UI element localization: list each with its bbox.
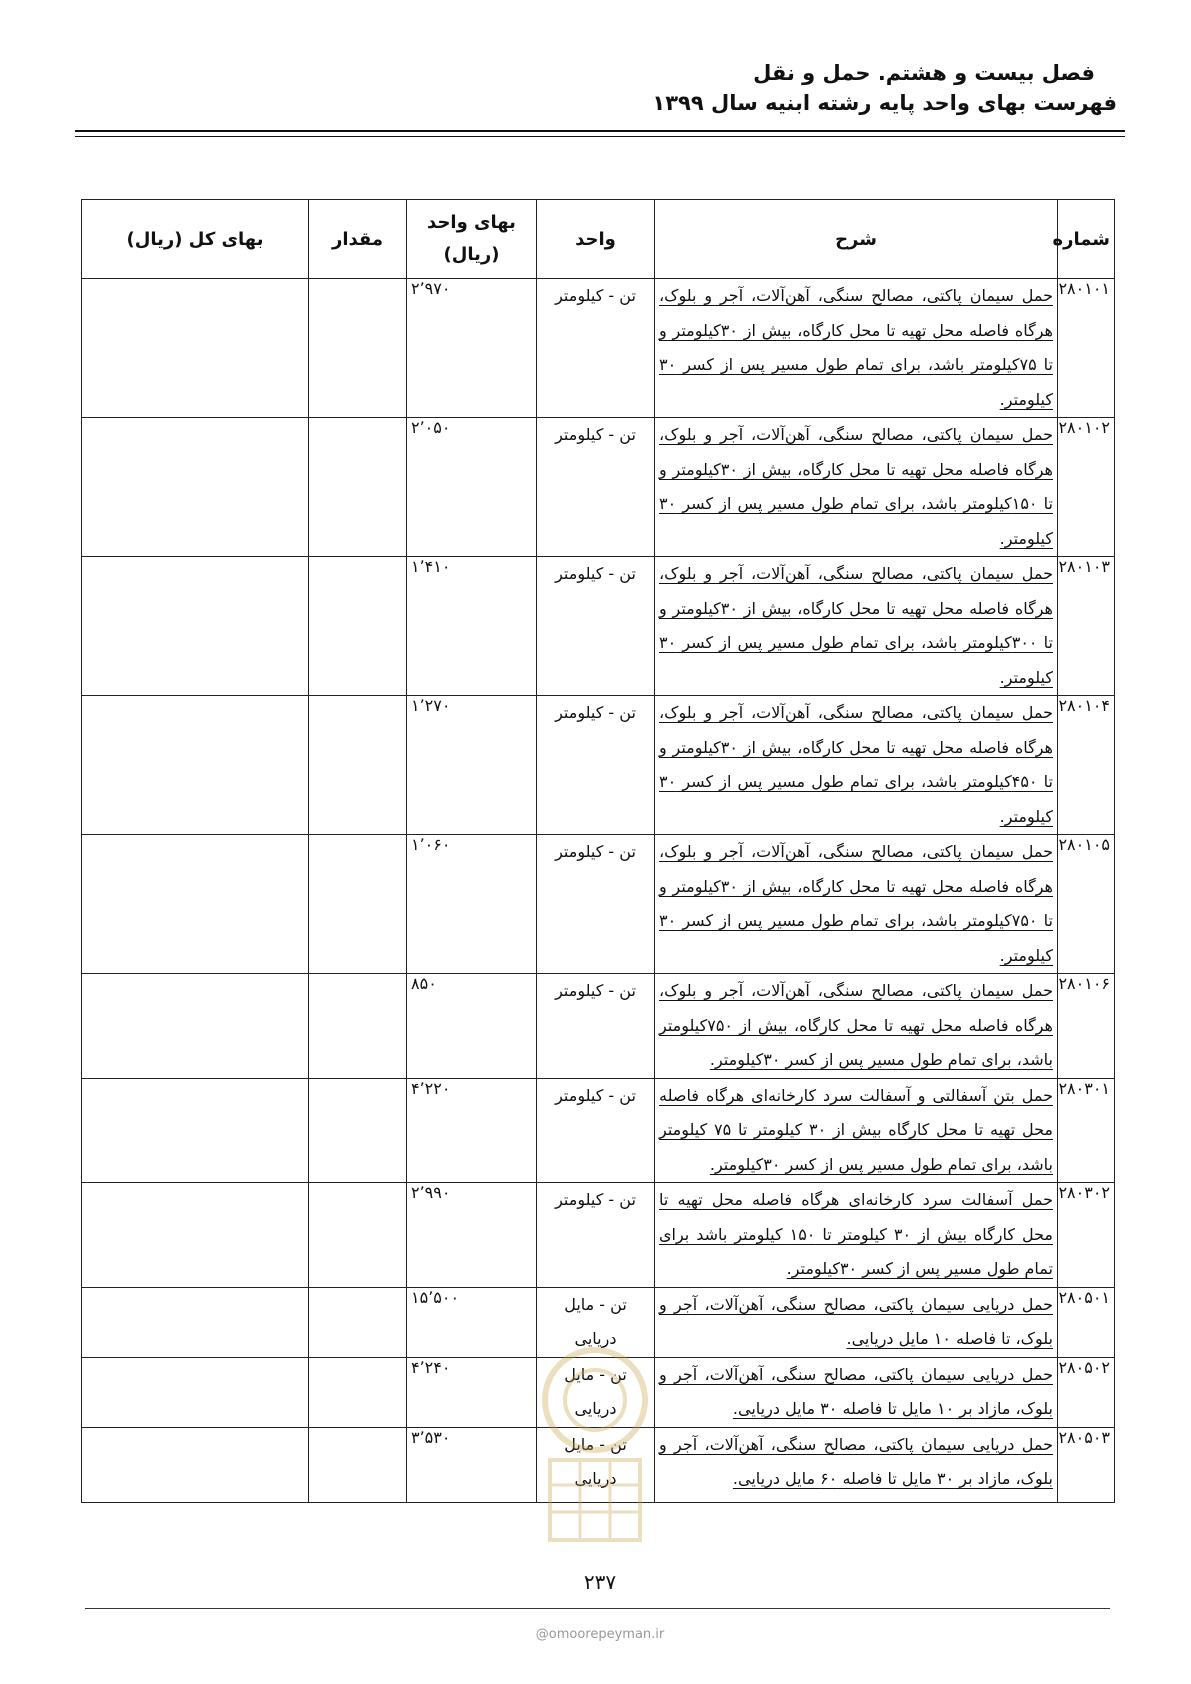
item-description-cell (655, 279, 1058, 418)
item-total-price (82, 1287, 309, 1357)
item-unit-price: ۱٬۰۶۰ (407, 835, 537, 974)
item-unit: تن - کیلومتر (537, 279, 655, 418)
item-unit-price: ۱٬۴۱۰ (407, 557, 537, 696)
item-unit: تن - کیلومتر (537, 696, 655, 835)
item-quantity (309, 1357, 407, 1427)
site-url-watermark: @omoorepeyman.ir (535, 1627, 665, 1642)
item-unit: تن - مایل دریایی (537, 1427, 655, 1502)
item-quantity (309, 1078, 407, 1183)
document-subtitle: فهرست بهای واحد پایه رشته ابنیه سال ۱۳۹۹ (652, 91, 1117, 115)
item-quantity (309, 557, 407, 696)
footer-rule (85, 1608, 1110, 1609)
item-total-price (82, 1427, 309, 1502)
item-quantity (309, 1287, 407, 1357)
table-row (82, 974, 1115, 1079)
item-quantity (309, 1183, 407, 1288)
item-description: حمل سیمان پاکتی، مصالح سنگی، آهن‌آلات، آجر و بلوک، هرگاه فاصله محل تهیه تا محل کارگاه، بیش از ۷۵۰کیلومتر باشد، برای تمام طول مسیر پس از کسر ۳۰کیلومتر. (659, 981, 1053, 1069)
item-number: ۲۸۰۱۰۳ (1058, 557, 1115, 696)
header-rule-thick (75, 130, 1125, 132)
item-quantity (309, 1427, 407, 1502)
column-header-description: شرح (655, 200, 1058, 279)
item-description: حمل سیمان پاکتی، مصالح سنگی، آهن‌آلات، آجر و بلوک، هرگاه فاصله محل تهیه تا محل کارگاه، بیش از ۳۰کیلومتر و تا ۱۵۰کیلومتر باشد، برای تمام طول مسیر پس از کسر ۳۰ کیلومتر. (659, 425, 1053, 548)
item-unit: تن - کیلومتر (537, 418, 655, 557)
item-description-cell (655, 1183, 1058, 1288)
item-number: ۲۸۰۱۰۶ (1058, 974, 1115, 1079)
item-quantity (309, 696, 407, 835)
item-unit: تن - مایل دریایی (537, 1287, 655, 1357)
item-description: حمل دریایی سیمان پاکتی، مصالح سنگی، آهن‌آلات، آجر و بلوک، مازاد بر ۱۰ مایل تا فاصله ۳۰ مایل دریایی. (659, 1364, 1053, 1418)
table-row (82, 1078, 1115, 1183)
item-unit: تن - کیلومتر (537, 974, 655, 1079)
item-description: حمل سیمان پاکتی، مصالح سنگی، آهن‌آلات، آجر و بلوک، هرگاه فاصله محل تهیه تا محل کارگاه، بیش از ۳۰کیلومتر و تا ۷۵کیلومتر باشد، برای تمام طول مسیر پس از کسر ۳۰ کیلومتر. (659, 286, 1053, 409)
item-description: حمل سیمان پاکتی، مصالح سنگی، آهن‌آلات، آجر و بلوک، هرگاه فاصله محل تهیه تا محل کارگاه، بیش از ۳۰کیلومتر و تا ۳۰۰کیلومتر باشد، برای تمام طول مسیر پس از کسر ۳۰ کیلومتر. (659, 564, 1053, 687)
publisher-seal-watermark (510, 1340, 680, 1570)
chapter-title: فصل بیست و هشتم. حمل و نقل (753, 61, 1095, 85)
item-total-price (82, 1357, 309, 1427)
item-total-price (82, 835, 309, 974)
item-description: حمل دریایی سیمان پاکتی، مصالح سنگی، آهن‌آلات، آجر و بلوک، مازاد بر ۳۰ مایل تا فاصله ۶۰ مایل دریایی. (659, 1434, 1053, 1488)
item-number: ۲۸۰۱۰۴ (1058, 696, 1115, 835)
item-unit-price: ۲٬۰۵۰ (407, 418, 537, 557)
item-unit-price: ۱۵٬۵۰۰ (407, 1287, 537, 1357)
price-list-table (81, 199, 1115, 1503)
item-total-price (82, 557, 309, 696)
item-total-price (82, 418, 309, 557)
item-quantity (309, 279, 407, 418)
item-number: ۲۸۰۵۰۱ (1058, 1287, 1115, 1357)
item-total-price (82, 279, 309, 418)
item-number: ۲۸۰۵۰۳ (1058, 1427, 1115, 1502)
item-description-cell (655, 1357, 1058, 1427)
item-total-price (82, 1183, 309, 1288)
item-description-cell (655, 557, 1058, 696)
item-unit-price: ۲٬۹۷۰ (407, 279, 537, 418)
item-description-cell (655, 1287, 1058, 1357)
item-unit-price: ۱٬۲۷۰ (407, 696, 537, 835)
item-unit: تن - مایل دریایی (537, 1357, 655, 1427)
table-row (82, 1183, 1115, 1288)
column-header-unit: واحد (537, 200, 655, 279)
table-header-row (82, 200, 1115, 279)
table-row (82, 418, 1115, 557)
item-description-cell (655, 1427, 1058, 1502)
item-unit-price: ۳٬۵۳۰ (407, 1427, 537, 1502)
item-description: حمل بتن آسفالتی و آسفالت سرد کارخانه‌ای هرگاه فاصله محل تهیه تا محل کارگاه بیش از ۳۰ کیلومتر تا ۷۵ کیلومتر باشد، برای تمام طول مسیر پس از کسر ۳۰کیلومتر. (659, 1085, 1054, 1174)
item-unit-price: ۴٬۲۴۰ (407, 1357, 537, 1427)
item-description: حمل آسفالت سرد کارخانه‌ای هرگاه فاصله محل تهیه تا محل کارگاه بیش از ۳۰ کیلومتر تا ۱۵۰ کیلومتر باشد برای تمام طول مسیر پس از کسر ۳۰کیلومتر. (659, 1190, 1054, 1278)
item-unit: تن - کیلومتر (537, 1078, 655, 1183)
item-number: ۲۸۰۱۰۲ (1058, 418, 1115, 557)
item-number: ۲۸۰۳۰۱ (1058, 1078, 1115, 1183)
item-number: ۲۸۰۳۰۲ (1058, 1183, 1115, 1288)
column-header-total-price: بهای کل (ریال) (82, 200, 309, 279)
table-row (82, 557, 1115, 696)
item-total-price (82, 696, 309, 835)
item-description-cell (655, 974, 1058, 1079)
item-total-price (82, 1078, 309, 1183)
item-unit-price: ۸۵۰ (407, 974, 537, 1079)
item-description-cell (655, 418, 1058, 557)
item-unit-price: ۴٬۲۲۰ (407, 1078, 537, 1183)
item-unit: تن - کیلومتر (537, 1183, 655, 1288)
item-number: ۲۸۰۱۰۵ (1058, 835, 1115, 974)
table-row (82, 835, 1115, 974)
page-number: ۲۳۷ (583, 1570, 617, 1594)
column-header-quantity: مقدار (309, 200, 407, 279)
item-unit-price: ۲٬۹۹۰ (407, 1183, 537, 1288)
item-description: حمل دریایی سیمان پاکتی، مصالح سنگی، آهن‌آلات، آجر و بلوک، تا فاصله ۱۰ مایل دریایی. (659, 1294, 1053, 1348)
item-quantity (309, 418, 407, 557)
item-quantity (309, 974, 407, 1079)
item-description: حمل سیمان پاکتی، مصالح سنگی، آهن‌آلات، آجر و بلوک، هرگاه فاصله محل تهیه تا محل کارگاه، بیش از ۳۰کیلومتر و تا ۴۵۰کیلومتر باشد، برای تمام طول مسیر پس از کسر ۳۰ کیلومتر. (659, 703, 1053, 826)
table-row (82, 696, 1115, 835)
item-quantity (309, 835, 407, 974)
column-header-number: شماره (1058, 200, 1115, 279)
item-description: حمل سیمان پاکتی، مصالح سنگی، آهن‌آلات، آجر و بلوک، هرگاه فاصله محل تهیه تا محل کارگاه، بیش از ۳۰کیلومتر و تا ۷۵۰کیلومتر باشد، برای تمام طول مسیر پس از کسر ۳۰ کیلومتر. (659, 842, 1053, 965)
item-number: ۲۸۰۵۰۲ (1058, 1357, 1115, 1427)
item-number: ۲۸۰۱۰۱ (1058, 279, 1115, 418)
column-header-unit-price: بهای واحد (ریال) (407, 200, 537, 279)
page-header (75, 58, 1125, 118)
item-description-cell (655, 696, 1058, 835)
item-total-price (82, 974, 309, 1079)
item-description-cell (655, 835, 1058, 974)
item-unit: تن - کیلومتر (537, 835, 655, 974)
table-row (82, 279, 1115, 418)
item-description-cell (655, 1078, 1058, 1183)
item-unit: تن - کیلومتر (537, 557, 655, 696)
header-rule-thin (75, 136, 1125, 137)
